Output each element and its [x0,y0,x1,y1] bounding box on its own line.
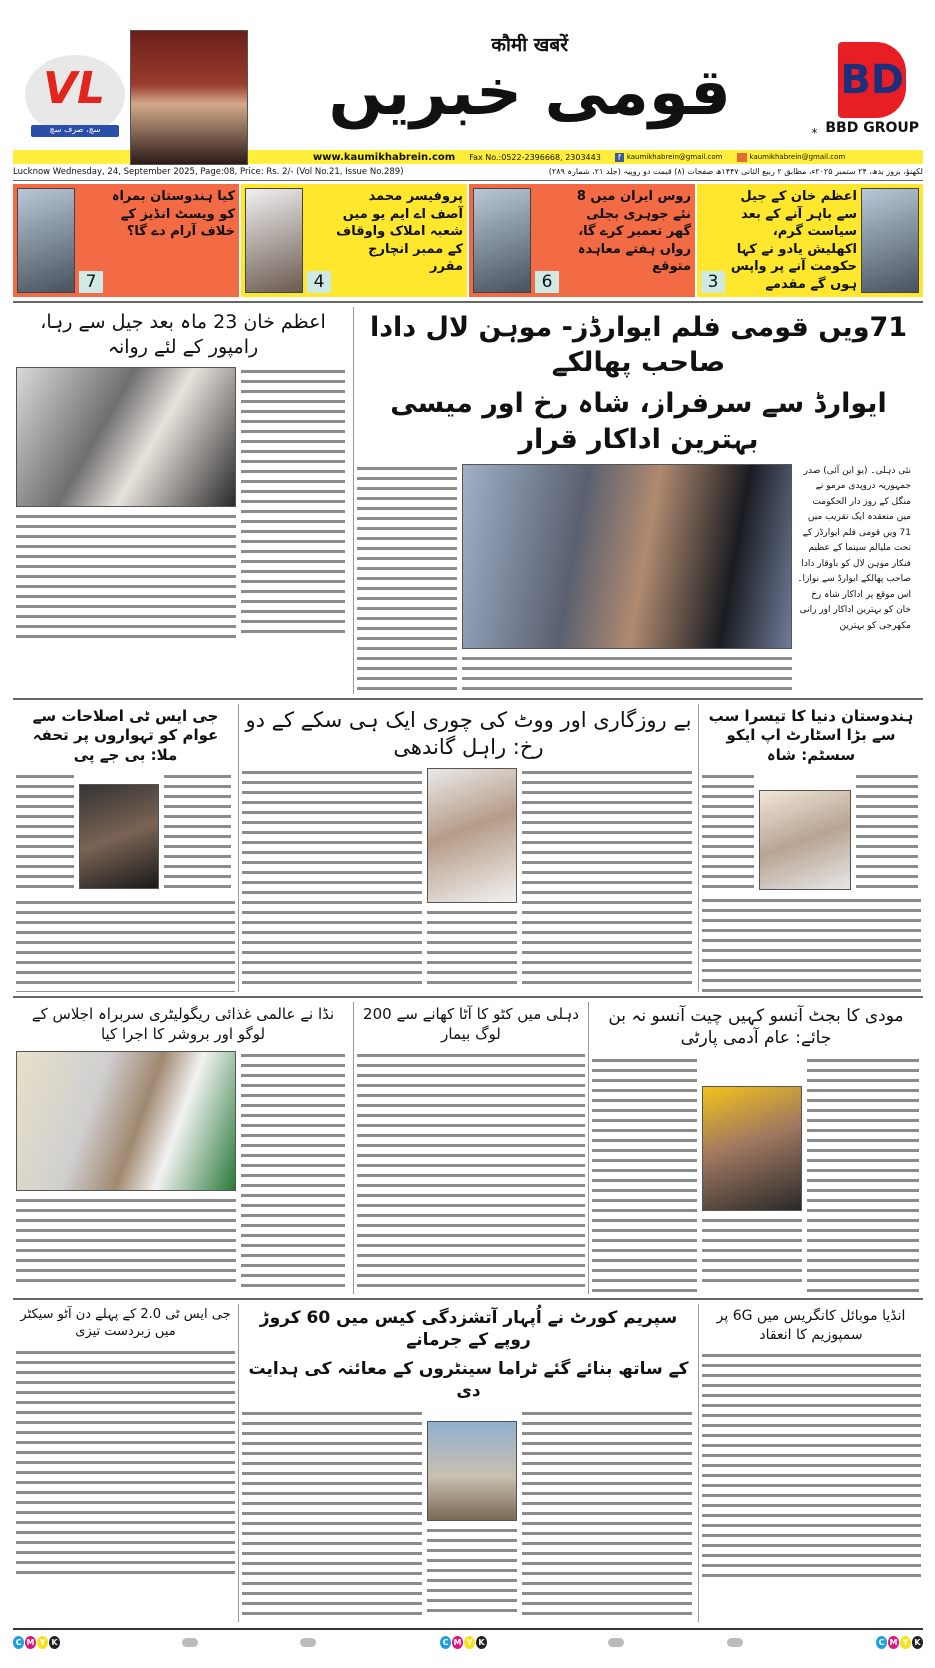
mail-icon [737,153,747,162]
registration-mark [608,1638,624,1647]
cmyk-mark-left: C M Y K [13,1636,60,1649]
rahul-story [238,704,698,993]
masthead-title-block [248,34,811,130]
website-link[interactable]: www.kaumikhabrein.com [313,151,456,163]
gst-bjp-story [13,704,238,993]
nadda-story-body [16,1196,236,1289]
dateline-urdu: لکھنؤ، بروز بدھ، ۲۴ ستمبر ۲۰۲۵ء، مطابق ۲ ربیع الثانی ۱۴۴۷ھ صفحات (۸) قیمت دو روپیہ (جلد ۲۱، شمارہ ۲۸۹) [548,167,923,176]
rahul-story-columns [242,768,422,986]
rahul-story-columns [522,768,692,986]
row-2 [13,698,923,993]
delhi-headline[interactable]: دہلی میں کٹو کا آٹا کھانے سے 200 لوگ بیمار [363,1005,579,1043]
supreme-court-photo [427,1421,517,1521]
teaser-text: کیا ہندوستان بمراہ کو ویسٹ انڈیز کے خلاف آرام دے گا؟ [111,189,235,240]
delhi-story [353,1002,588,1294]
teaser-text: پروفیسر محمد آصف اے ایم یو میں شعبہ املاک واوقاف کے ممبر انچارج مقرر [336,189,463,275]
sambit-patra-photo [79,784,159,889]
6g-headline[interactable]: انڈیا موبائل کانگریس میں 6G پر سمپوزیم کا انعقاد [716,1308,906,1343]
delhi-story-body [357,1051,585,1294]
teaser-band [13,184,923,297]
6g-story [698,1304,923,1621]
facebook-email[interactable]: kaumikhabrein@gmail.com [626,153,723,161]
amit-shah-photo [759,790,851,890]
teaser-box[interactable] [697,184,923,297]
sc-story [238,1304,698,1621]
lead-headline-line2[interactable]: ایوارڈ سے سرفراز، شاہ رخ اور میسی بہترین اداکار قرار [390,388,887,455]
aap-story [588,1002,923,1294]
teaser-page-number: 7 [79,271,103,293]
gst-bjp-body [16,898,235,992]
gst20-story-body [16,1348,235,1581]
shah-story-column [702,772,754,892]
bbd-logo [838,42,906,118]
fax-number: Fax No.:0522-2396668, 2303443 [469,152,601,162]
gst20-headline[interactable]: جی ایس ٹی 2.0 کے پہلے دن آٹو سیکٹر میں زبردست تیزی [20,1307,231,1340]
star-mark: * [811,126,818,140]
nadda-photo [16,1051,236,1191]
row-3 [13,996,923,1294]
masthead-title-hindi: कौमी खबरें [491,34,568,56]
registration-mark [300,1638,316,1647]
facebook-icon: f [615,153,624,162]
cmyk-mark-center: C M Y K [440,1636,487,1649]
mail-email-group [737,153,846,162]
azam-khan-photo [16,367,236,507]
vl-logo-tagline: سچ، صرف سچ [31,125,119,137]
facebook-email-group [615,153,723,162]
gst20-story [13,1304,238,1621]
registration-mark [182,1638,198,1647]
row-1 [13,301,923,693]
teaser-page-number: 4 [307,271,331,293]
lead-story-columns [462,654,792,694]
aap-story-column [807,1056,919,1294]
newspaper-page [13,28,923,1668]
shah-story-column [856,772,918,892]
row-4 [13,1298,923,1621]
lead-headline-line1[interactable]: 71ویں قومی فلم ایوارڈز- موہن لال دادا صاحب پھالکے [369,312,908,379]
gst-bjp-column [16,772,74,894]
sc-headline-line2[interactable]: کے ساتھ بنائے گئے ٹراما سینٹروں کے معائنہ کی ہدایت دی [248,1358,689,1401]
teaser-text: اعظم خان کے جیل سے باہر آنے کے بعد سیاست گرم، اکھلیش یادو نے کہا حکومت آنے پر واپس ہوں گے مقدمے [730,189,857,292]
sc-story-columns [427,1526,517,1619]
bbd-brand: BBD GROUP [825,120,919,136]
shah-headline[interactable]: ہندوستان دنیا کا تیسرا سب سے بڑا اسٹارٹ اپ ایکو سسٹم: شاہ [708,706,914,764]
nadda-story-column [241,1051,345,1289]
teaser-photo [245,188,303,293]
teaser-box[interactable] [13,184,239,297]
rahul-gandhi-photo [427,768,517,903]
azam-story [13,307,353,693]
registration-mark [727,1638,743,1647]
teaser-box[interactable] [241,184,467,297]
teaser-photo [17,188,75,293]
sc-story-columns [242,1409,422,1622]
aap-headline[interactable]: مودی کا بجٹ آنسو کہیں چیت آنسو نہ بن جائے: عام آدمی پارٹی [608,1006,904,1049]
sanjay-singh-photo [702,1086,802,1211]
dateline [13,164,923,181]
dateline-english: Lucknow Wednesday, 24, September 2025, Page:08, Price: Rs. 2/- (Vol No.21, Issue No.289) [13,167,404,177]
sc-story-columns [522,1409,692,1622]
rahul-headline[interactable]: بے روزگاری اور ووٹ کی چوری ایک ہی سکے کے دو رخ: راہل گاندھی [245,707,692,759]
gst-bjp-column [164,772,231,894]
teaser-photo [473,188,531,293]
contact-email[interactable]: kaumikhabrein@gmail.com [749,153,846,161]
6g-story-body [702,1351,921,1584]
azam-story-columns [16,512,236,638]
sc-headline-line1[interactable]: سپریم کورٹ نے اُپہار آتشزدگی کیس میں 60 کروڑ روپے کے جرمانے [259,1308,678,1351]
cmyk-mark-right: C M Y K [876,1636,923,1649]
awards-photo [462,464,792,649]
teaser-page-number: 6 [535,271,559,293]
shah-story [698,704,923,993]
aap-story-column [592,1056,697,1294]
azam-headline[interactable]: اعظم خان 23 ماہ بعد جیل سے رہا، رامپور کے لئے روانہ [40,311,326,358]
footer [13,1628,923,1668]
bbd-block [825,42,919,136]
shah-story-body [702,896,921,992]
teaser-photo [861,188,919,293]
lead-story [353,307,923,693]
gst-bjp-headline[interactable]: جی ایس ٹی اصلاحات سے عوام کو تہواروں پر تحفہ ملا: بی جے پی [32,706,219,764]
masthead [13,28,923,150]
vl-logo [25,55,125,135]
actress-photo [130,30,248,165]
rahul-story-columns [427,908,517,986]
teaser-page-number: 3 [701,271,725,293]
nadda-story [13,1002,353,1294]
nadda-headline[interactable]: نڈا نے عالمی غذائی ریگولیٹری سربراہ اجلاس کے لوگو اور بروشر کا اجرا کیا [31,1005,335,1043]
teaser-box[interactable] [469,184,695,297]
bbd-logo-letters: BD [840,57,905,103]
teaser-text: روس ایران میں 8 نئے جوہری بجلی گھر تعمیر کرے گا، رواں ہفتے معاہدہ متوقع [576,189,691,275]
masthead-title: قومی خبریں [328,55,731,130]
lead-story-column [357,464,457,694]
lead-story-body: نئی دہلی۔ (یو این آئی) صدر جمہوریہ دروپدی مرمو نے منگل کے روز دار الحکومت میں منعقدہ ایک تقریب میں 71 ویں قومی فلم ایوارڈز کے تحت ملیالم سینما کے عظیم فنکار موہن لال کو باوقار دادا صاحب پھالکے ایوارڈ سے نوازا۔ اس موقع پر اداکار شاہ رخ خان کو بہترین اداکار اور رانی مکھرجی کو بہترین [797,465,911,631]
vl-logo-letters: VL [43,63,106,114]
aap-story-column [702,1216,802,1289]
azam-story-column [241,367,345,638]
